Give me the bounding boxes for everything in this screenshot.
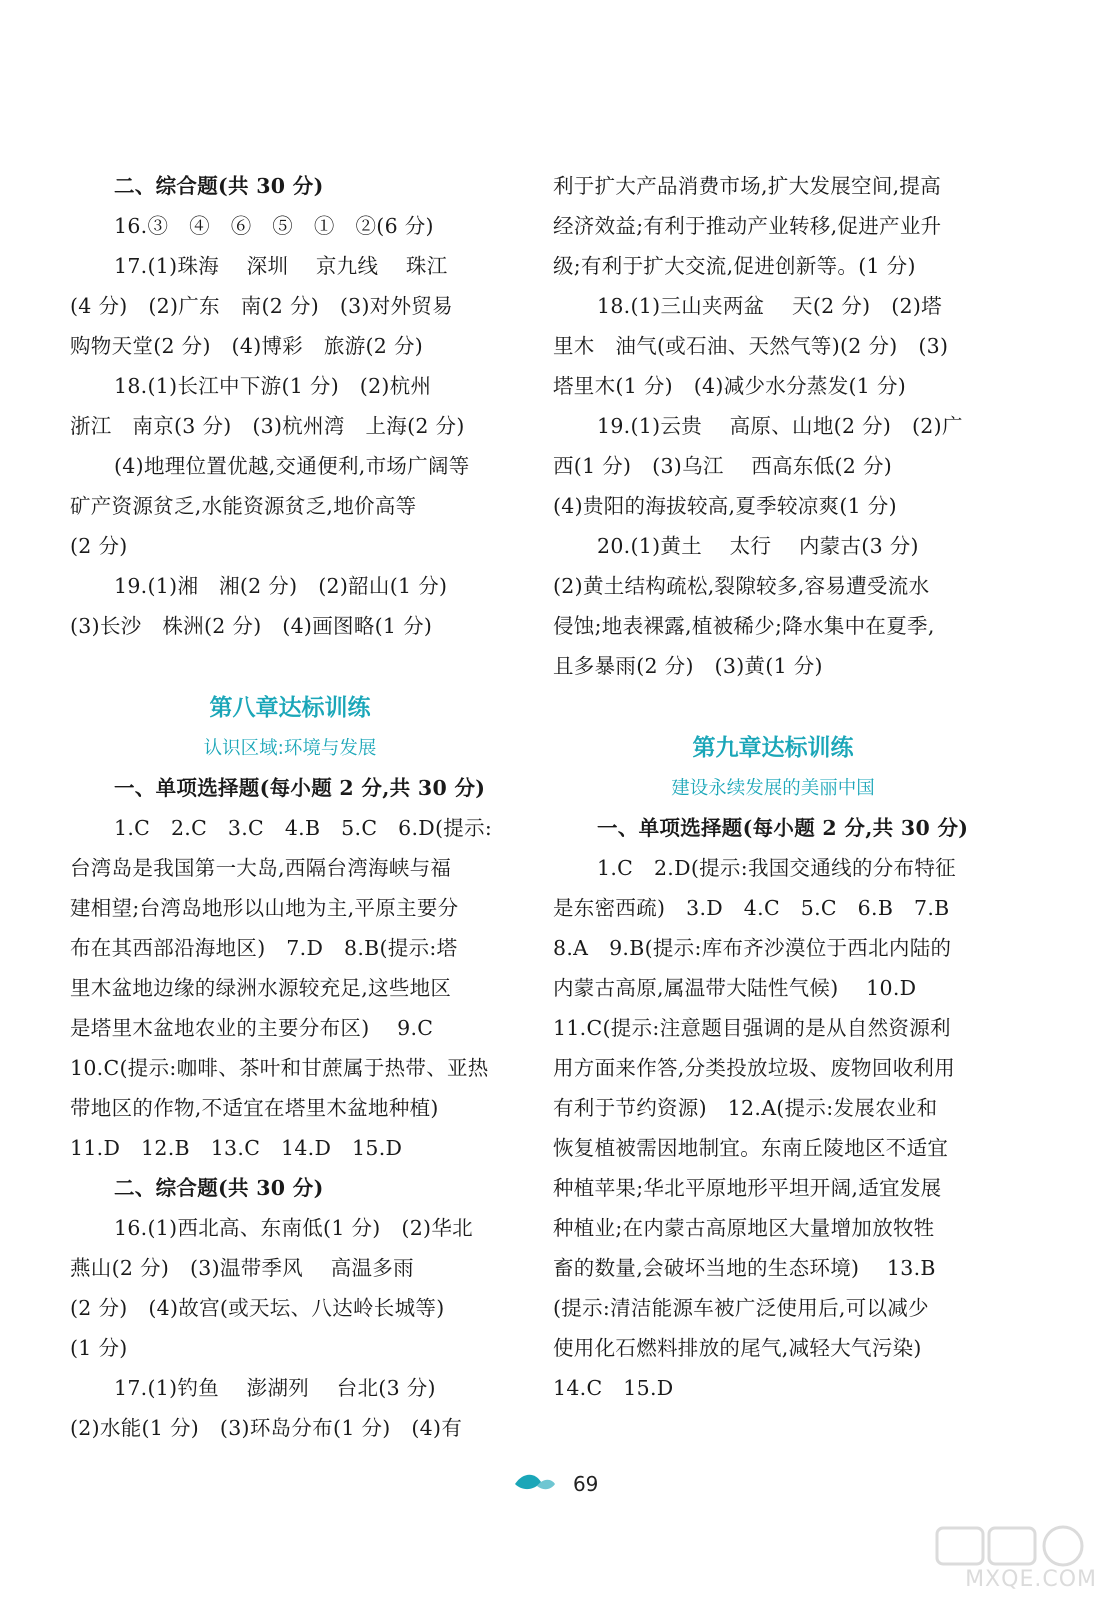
answer-line: 8.A 9.B(提示:库布齐沙漠位于西北内陆的 — [553, 936, 952, 960]
answer-line: 11.C(提示:注意题目强调的是从自然资源利 — [553, 1016, 951, 1040]
answer-line: (3)长沙 株洲(2 分) (4)画图略(1 分) — [70, 614, 433, 638]
answer-line: (提示:清洁能源车被广泛使用后,可以减少 — [553, 1296, 929, 1320]
answer-line: 带地区的作物,不适宜在塔里木盆地种植) — [70, 1096, 439, 1120]
chapter-8-title: 第八章达标训练 — [209, 695, 371, 721]
answer-line: 级;有利于扩大交流,促进创新等。(1 分) — [553, 254, 916, 278]
watermark-text: MXQE.COM — [965, 1567, 1097, 1592]
answer-line: 侵蚀;地表裸露,植被稀少;降水集中在夏季, — [553, 614, 935, 638]
section-heading: 一、单项选择题(每小题 2 分,共 30 分) — [114, 776, 486, 800]
answer-line: 布在其西部沿海地区) 7.D 8.B(提示:塔 — [70, 936, 458, 960]
page-number: 69 — [572, 1472, 599, 1496]
section-heading: 二、综合题(共 30 分) — [114, 1176, 324, 1200]
answer-line: 19.(1)湘 湘(2 分) (2)韶山(1 分) — [114, 574, 448, 598]
chapter-8-subtitle: 认识区域:环境与发展 — [203, 738, 377, 759]
answer-line: 11.D 12.B 13.C 14.D 15.D — [70, 1136, 403, 1160]
page-footer — [0, 1470, 1111, 1501]
answer-line: 畜的数量,会破坏当地的生态环境) 13.B — [553, 1256, 936, 1280]
left-column — [70, 166, 510, 1448]
answer-line: 内蒙古高原,属温带大陆性气候) 10.D — [553, 976, 917, 1000]
section-heading: 一、单项选择题(每小题 2 分,共 30 分) — [597, 816, 969, 840]
answer-line: 经济效益;有利于推动产业转移,促进产业升 — [553, 214, 942, 238]
chapter-9-subtitle: 建设永续发展的美丽中国 — [671, 778, 875, 799]
answer-line: 使用化石燃料排放的尾气,减轻大气污染) — [553, 1336, 922, 1360]
answer-line: 19.(1)云贵 高原、山地(2 分) (2)广 — [597, 414, 963, 438]
answer-line: 17.(1)钓鱼 澎湖列 台北(3 分) — [114, 1376, 436, 1400]
answer-line: (4)地理位置优越,交通便利,市场广阔等 — [114, 454, 470, 478]
chapter-9-title: 第九章达标训练 — [692, 735, 854, 761]
answer-line: 购物天堂(2 分) (4)博彩 旅游(2 分) — [70, 334, 424, 358]
right-column — [553, 166, 993, 1408]
answer-line: 1.C 2.C 3.C 4.B 5.C 6.D(提示: — [114, 816, 493, 840]
answer-line: 用方面来作答,分类投放垃圾、废物回收利用 — [553, 1056, 956, 1080]
answer-line: 塔里木(1 分) (4)减少水分蒸发(1 分) — [553, 374, 907, 398]
answer-line: 且多暴雨(2 分) (3)黄(1 分) — [553, 654, 823, 678]
answer-line: 18.(1)长江中下游(1 分) (2)杭州 — [114, 374, 432, 398]
section-heading: 二、综合题(共 30 分) — [114, 174, 324, 198]
answer-line: 台湾岛是我国第一大岛,西隔台湾海峡与福 — [70, 856, 452, 880]
answer-line: 是塔里木盆地农业的主要分布区) 9.C — [70, 1016, 434, 1040]
answer-line: 西(1 分) (3)乌江 西高东低(2 分) — [553, 454, 893, 478]
answer-line: 浙江 南京(3 分) (3)杭州湾 上海(2 分) — [70, 414, 465, 438]
answer-line: 14.C 15.D — [553, 1376, 674, 1400]
answer-line: 1.C 2.D(提示:我国交通线的分布特征 — [597, 856, 956, 880]
answer-line: (2)水能(1 分) (3)环岛分布(1 分) (4)有 — [70, 1416, 463, 1440]
answer-line: 里木盆地边缘的绿洲水源较充足,这些地区 — [70, 976, 452, 1000]
answer-line: 17.(1)珠海 深圳 京九线 珠江 — [114, 254, 448, 278]
leaf-ornament-icon — [513, 1470, 557, 1501]
answer-line: 10.C(提示:咖啡、茶叶和甘蔗属于热带、亚热 — [70, 1056, 489, 1080]
answer-line: 里木 油气(或石油、天然气等)(2 分) (3) — [553, 334, 949, 358]
answer-line: (2 分) — [70, 534, 128, 558]
answer-line: (2 分) (4)故宫(或天坛、八达岭长城等) — [70, 1296, 445, 1320]
answer-line: 燕山(2 分) (3)温带季风 高温多雨 — [70, 1256, 414, 1280]
answer-line: 16.③ ④ ⑥ ⑤ ① ②(6 分) — [114, 214, 434, 238]
answer-line: 恢复植被需因地制宜。东南丘陵地区不适宜 — [553, 1136, 949, 1160]
answer-line: 建相望;台湾岛地形以山地为主,平原主要分 — [70, 896, 459, 920]
answer-line: (4 分) (2)广东 南(2 分) (3)对外贸易 — [70, 294, 453, 318]
answer-line: 20.(1)黄土 太行 内蒙古(3 分) — [597, 534, 919, 558]
answer-line: 种植苹果;华北平原地形平坦开阔,适宜发展 — [553, 1176, 942, 1200]
answer-line: 矿产资源贫乏,水能资源贫乏,地价高等 — [70, 494, 417, 518]
answer-line: (2)黄土结构疏松,裂隙较多,容易遭受流水 — [553, 574, 930, 598]
answer-line: (4)贵阳的海拔较高,夏季较凉爽(1 分) — [553, 494, 897, 518]
answer-line: (1 分) — [70, 1336, 128, 1360]
watermark-logo-icon — [927, 1522, 1097, 1570]
answer-line: 18.(1)三山夹两盆 天(2 分) (2)塔 — [597, 294, 942, 318]
answer-line: 利于扩大产品消费市场,扩大发展空间,提高 — [553, 174, 942, 198]
answer-line: 16.(1)西北高、东南低(1 分) (2)华北 — [114, 1216, 473, 1240]
answer-line: 种植业;在内蒙古高原地区大量增加放牧牲 — [553, 1216, 935, 1240]
site-watermark — [927, 1522, 1097, 1592]
answer-line: 是东密西疏) 3.D 4.C 5.C 6.B 7.B — [553, 896, 950, 920]
answer-line: 有利于节约资源) 12.A(提示:发展农业和 — [553, 1096, 938, 1120]
